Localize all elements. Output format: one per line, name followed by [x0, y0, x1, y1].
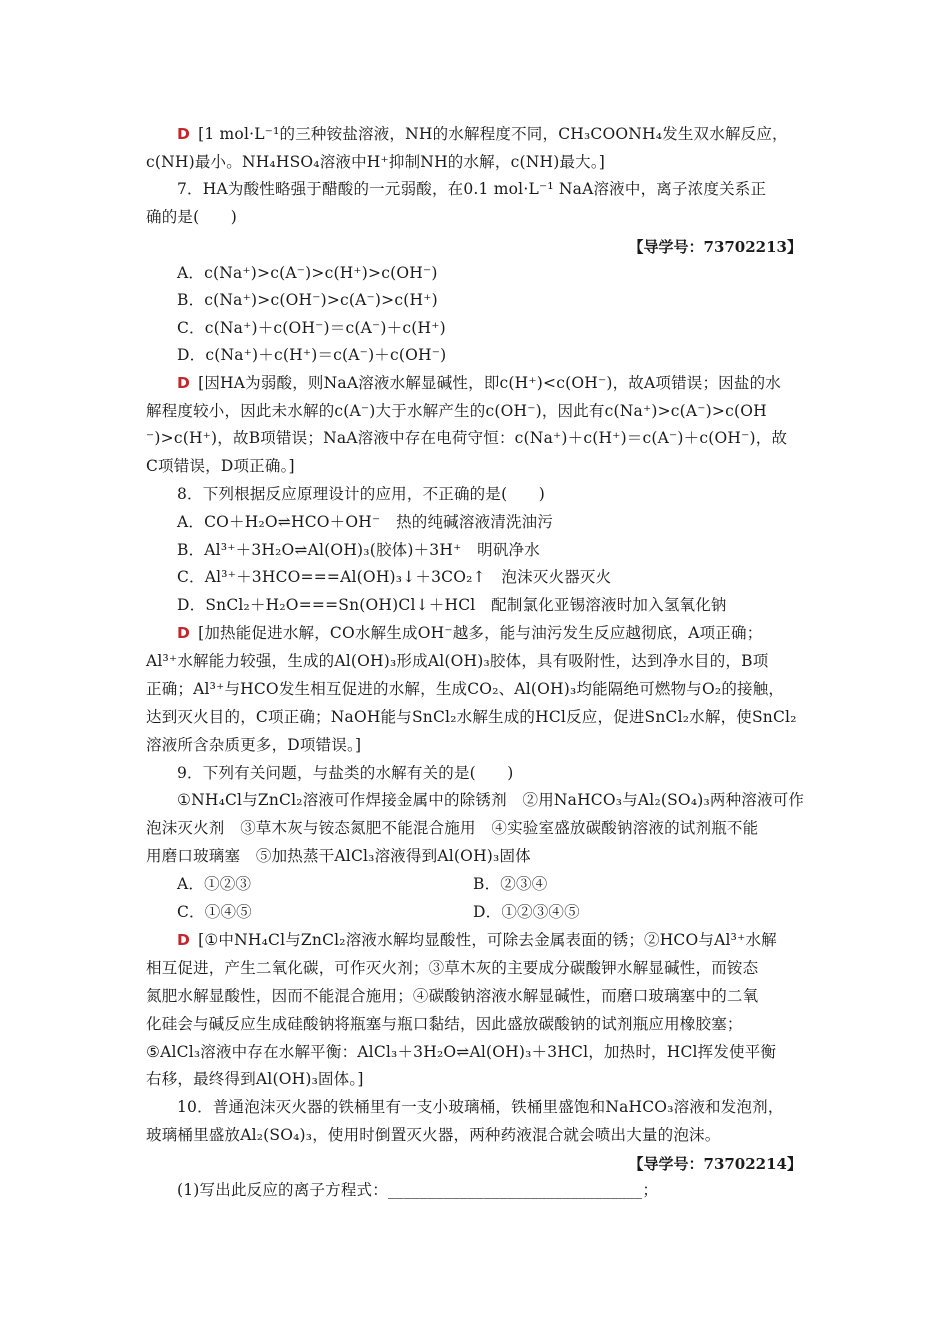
answer-letter: D [177, 374, 191, 392]
sub-question-1: (1)写出此反应的离子方程式：________________________________； [177, 1181, 659, 1199]
question-stem: 9．下列有关问题，与盐类的水解有关的是( ) [177, 764, 514, 782]
option-b: B．Al³⁺＋3H₂O⇌Al(OH)₃(胶体)＋3H⁺ 明矾净水 [177, 541, 540, 559]
explanation-line: C项错误，D项正确。] [146, 457, 295, 475]
answer-block-q6 [177, 124, 788, 144]
explanation-line: c(NH)最小。NH₄HSO₄溶液中H⁺抑制NH的水解，c(NH)最大。] [146, 153, 606, 171]
answer-block-q8 [177, 623, 762, 643]
question-item-line: 泡沫灭火剂 ③草木灰与铵态氮肥不能混合施用 ④实验室盛放碳酸钠溶液的试剂瓶不能 [146, 819, 759, 837]
answer-block-q7 [177, 373, 781, 393]
question-stem: 7．HA为酸性略强于醋酸的一元弱酸，在0.1 mol·L⁻¹ NaA溶液中，离子浓度关系正 [177, 180, 767, 198]
option-a: A．①②③ [177, 875, 252, 893]
explanation-line: 溶液所含杂质更多，D项错误。] [146, 736, 362, 754]
option-b: B．c(Na⁺)>c(OH⁻)>c(A⁻)>c(H⁺) [177, 291, 438, 309]
option-a: A．c(Na⁺)>c(A⁻)>c(H⁺)>c(OH⁻) [177, 264, 438, 282]
explanation-line: 氮肥水解显酸性，因而不能混合施用；④碳酸钠溶液水解显碱性，而磨口玻璃塞中的二氧 [146, 987, 759, 1005]
option-c: C．Al³⁺＋3HCO===Al(OH)₃↓＋3CO₂↑ 泡沫灭火器灭火 [177, 568, 612, 586]
answer-letter: D [177, 931, 191, 949]
option-d: D．SnCl₂＋H₂O===Sn(OH)Cl↓＋HCl 配制氯化亚锡溶液时加入氢氧化钠 [177, 596, 727, 614]
guide-number: 【导学号：73702213】 [628, 238, 802, 256]
explanation-line: 右移，最终得到Al(OH)₃固体。] [146, 1070, 364, 1088]
option-c: C．c(Na⁺)＋c(OH⁻)＝c(A⁻)＋c(H⁺) [177, 319, 446, 337]
explanation-line: 解程度较小，因此未水解的c(A⁻)大于水解产生的c(OH⁻)，因此有c(Na⁺)>c(A⁻)>c(OH [146, 402, 767, 420]
explanation-line: [加热能促进水解，CO水解生成OH⁻越多，能与油污发生反应越彻底，A项正确； [198, 624, 763, 642]
explanation-line: 相互促进，产生二氧化碳，可作灭火剂；③草木灰的主要成分碳酸钾水解显碱性，而铵态 [146, 959, 759, 977]
explanation-line: 正确；Al³⁺与HCO发生相互促进的水解，生成CO₂、Al(OH)₃均能隔绝可燃物与O₂的接触， [146, 680, 785, 698]
explanation-line: [①中NH₄Cl与ZnCl₂溶液水解均显酸性，可除去金属表面的锈；②HCO与Al³⁺水解 [198, 931, 777, 949]
option-d: D．①②③④⑤ [473, 903, 580, 921]
option-a: A．CO＋H₂O⇌HCO＋OH⁻ 热的纯碱溶液清洗油污 [177, 513, 554, 531]
answer-block-q9 [177, 930, 777, 950]
explanation-line: Al³⁺水解能力较强，生成的Al(OH)₃形成Al(OH)₃胶体，具有吸附性，达到净水目的，B项 [146, 652, 769, 670]
option-c: C．①④⑤ [177, 903, 252, 921]
answer-letter: D [177, 624, 191, 642]
explanation-line: ⑤AlCl₃溶液中存在水解平衡：AlCl₃＋3H₂O⇌Al(OH)₃＋3HCl，加热时，HCl挥发使平衡 [146, 1043, 777, 1061]
option-d: D．c(Na⁺)＋c(H⁺)＝c(A⁻)＋c(OH⁻) [177, 346, 447, 364]
question-stem: 10．普通泡沫灭火器的铁桶里有一支小玻璃桶，铁桶里盛饱和NaHCO₃溶液和发泡剂， [177, 1098, 784, 1116]
option-b: B．②③④ [473, 875, 548, 893]
guide-number: 【导学号：73702214】 [628, 1155, 802, 1173]
question-item-line: 用磨口玻璃塞 ⑤加热蒸干AlCl₃溶液得到Al(OH)₃固体 [146, 847, 531, 865]
question-stem: 8．下列根据反应原理设计的应用，不正确的是( ) [177, 485, 545, 503]
explanation-line: [1 mol·L⁻¹的三种铵盐溶液，NH的水解程度不同，CH₃COONH₄发生双水解反应， [198, 125, 788, 143]
explanation-line: 达到灭火目的，C项正确；NaOH能与SnCl₂水解生成的HCl反应，促进SnCl₂水解，使SnCl₂ [146, 708, 797, 726]
explanation-line: [因HA为弱酸，则NaA溶液水解显碱性，即c(H⁺)<c(OH⁻)，故A项错误；因盐的水 [198, 374, 781, 392]
question-item-line: ①NH₄Cl与ZnCl₂溶液可作焊接金属中的除锈剂 ②用NaHCO₃与Al₂(SO₄)₃两种溶液可作 [177, 791, 805, 809]
answer-letter: D [177, 125, 191, 143]
question-stem: 玻璃桶里盛放Al₂(SO₄)₃，使用时倒置灭火器，两种药液混合就会喷出大量的泡沫。 [146, 1126, 721, 1144]
question-stem: 确的是( ) [146, 208, 237, 226]
explanation-line: 化硅会与碱反应生成硅酸钠将瓶塞与瓶口黏结，因此盛放碳酸钠的试剂瓶应用橡胶塞； [146, 1015, 743, 1033]
explanation-line: ⁻)>c(H⁺)，故B项错误；NaA溶液中存在电荷守恒：c(Na⁺)＋c(H⁺)＝c(A⁻)＋c(OH⁻)，故 [146, 429, 788, 447]
